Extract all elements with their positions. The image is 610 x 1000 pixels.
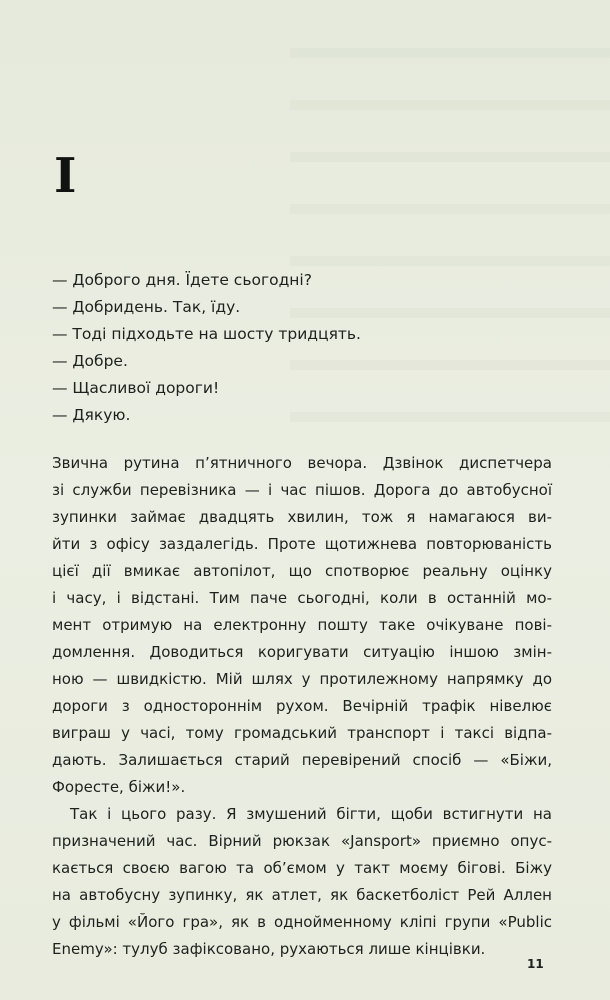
- text-line: зупинки займає двадцять хвилин, тож я намагаюся ви-: [52, 508, 552, 526]
- text-line: домлення. Доводиться коригувати ситуацію іншою змін-: [52, 643, 552, 661]
- dialogue-line: — Добре.: [52, 352, 128, 370]
- text-line: виграш у часі, тому громадський транспорт і таксі відпа-: [52, 724, 552, 742]
- text-line: йти з офісу заздалегідь. Проте щотижнева повторюваність: [52, 535, 552, 553]
- text-line: дають. Залишається старий перевірений спосіб — «Біжи,: [52, 751, 552, 769]
- text-line: і часу, і відстані. Тим паче сьогодні, коли в останній мо-: [52, 589, 552, 607]
- text-line: Enemy»: тулуб зафіксовано, рухаються лише кінцівки.: [52, 940, 486, 958]
- text-line: кається своєю вагою та об’ємом у такт моєму бігові. Біжу: [52, 859, 552, 877]
- text-line: дороги з одностороннім рухом. Вечірній трафік нівелює: [52, 697, 552, 715]
- text-line: Звична рутина п’ятничного вечора. Дзвінок диспетчера: [52, 454, 552, 472]
- text-line: у фільмі «Його гра», як в однойменному кліпі групи «Public: [52, 913, 552, 931]
- dialogue-line: — Щасливої дороги!: [52, 379, 220, 397]
- body-text: [52, 450, 552, 963]
- dialogue-line: — Добридень. Так, їду.: [52, 298, 241, 316]
- text-line: призначений час. Вірний рюкзак «Jansport» приємно опус-: [52, 832, 552, 850]
- text-line: цієї дії вмикає автопілот, що спотворює реальну оцінку: [52, 562, 552, 580]
- paragraph-1: [52, 450, 552, 801]
- chapter-number: I: [54, 148, 77, 204]
- text-line: мент отримую на електронну пошту таке очікуване пові-: [52, 616, 552, 634]
- paragraph-2: [52, 801, 552, 963]
- bleed-through-text: [290, 152, 610, 162]
- bleed-through-text: [290, 100, 610, 110]
- bleed-through-text: [290, 256, 610, 266]
- text-line: ною — швидкістю. Мій шлях у протилежному напрямку до: [52, 670, 552, 688]
- text-line: зі служби перевізника — і час пішов. Дорога до автобусної: [52, 481, 552, 499]
- dialogue-line: — Тоді підходьте на шосту тридцять.: [52, 325, 361, 343]
- text-line: Так і цього разу. Я змушений бігти, щоби встигнути на: [70, 805, 552, 823]
- text-line: на автобусну зупинку, як атлет, як баскетболіст Рей Аллен: [52, 886, 552, 904]
- text-line: Форесте, біжи!».: [52, 778, 186, 796]
- bleed-through-text: [290, 204, 610, 214]
- dialogue-block: [52, 267, 562, 429]
- page-number: 11: [527, 957, 544, 971]
- dialogue-line: — Дякую.: [52, 406, 131, 424]
- dialogue-line: — Доброго дня. Їдете сьогодні?: [52, 271, 312, 289]
- bleed-through-text: [290, 48, 610, 58]
